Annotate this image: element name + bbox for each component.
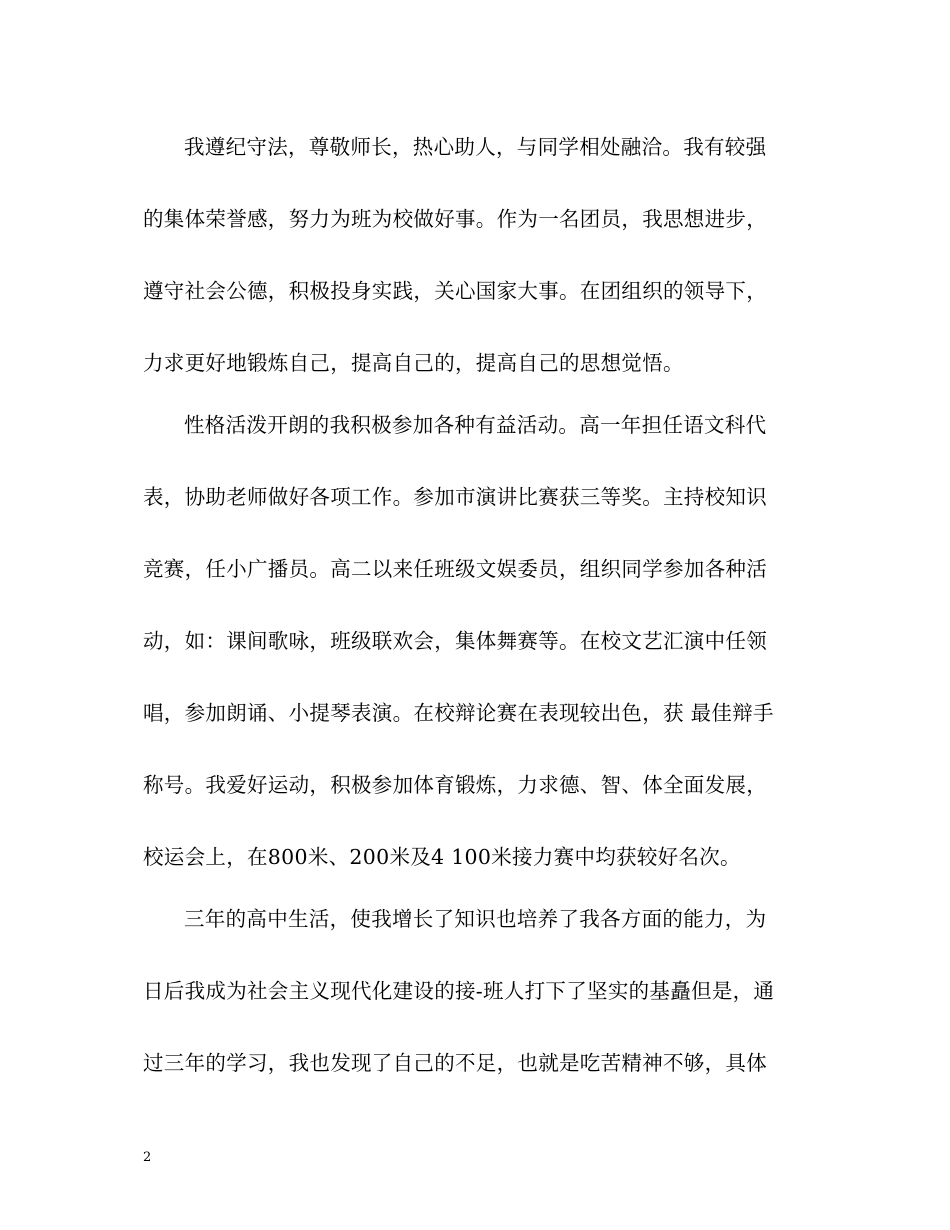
text-line: 遵守社会公德，积极投身实践，关心国家大事。在团组织的领导下， — [143, 279, 767, 303]
text-line: 过三年的学习，我也发现了自己的不足，也就是吃苦精神不够，具体 — [143, 1051, 767, 1075]
text-line: 竞赛，任小广播员。高二以来任班级文娱委员，组织同学参加各种活 — [143, 557, 767, 581]
text-line: 校运会上，在800米、200米及4 100米接力赛中均获较好名次。 — [143, 845, 741, 869]
text-line: 力求更好地锻炼自己，提高自己的，提高自己的思想觉悟。 — [143, 351, 684, 375]
text-line: 三年的高中生活，使我增长了知识也培养了我各方面的能力，为 — [184, 907, 767, 931]
text-line: 性格活泼开朗的我积极参加各种有益活动。高一年担任语文科代 — [184, 413, 767, 437]
page-number: 2 — [143, 1150, 152, 1165]
text-line: 称号。我爱好运动，积极参加体育锻炼，力求德、智、体全面发展， — [143, 773, 767, 797]
text-line: 唱，参加朗诵、小提琴表演。在校辩论赛在表现较出色，获 最佳辩手 — [143, 701, 774, 725]
text-line: 动，如：课间歌咏，班级联欢会，集体舞赛等。在校文艺汇演中任领 — [143, 629, 767, 653]
text-line: 我遵纪守法，尊敬师长，热心助人，与同学相处融洽。我有较强 — [184, 135, 767, 159]
text-line: 的集体荣誉感，努力为班为校做好事。作为一名团员，我思想进步， — [143, 207, 767, 231]
text-line: 日后我成为社会主义现代化建设的接-班人打下了坚实的基矗但是，通 — [143, 979, 775, 1003]
text-line: 表，协助老师做好各项工作。参加市演讲比赛获三等奖。主持校知识 — [143, 485, 767, 509]
